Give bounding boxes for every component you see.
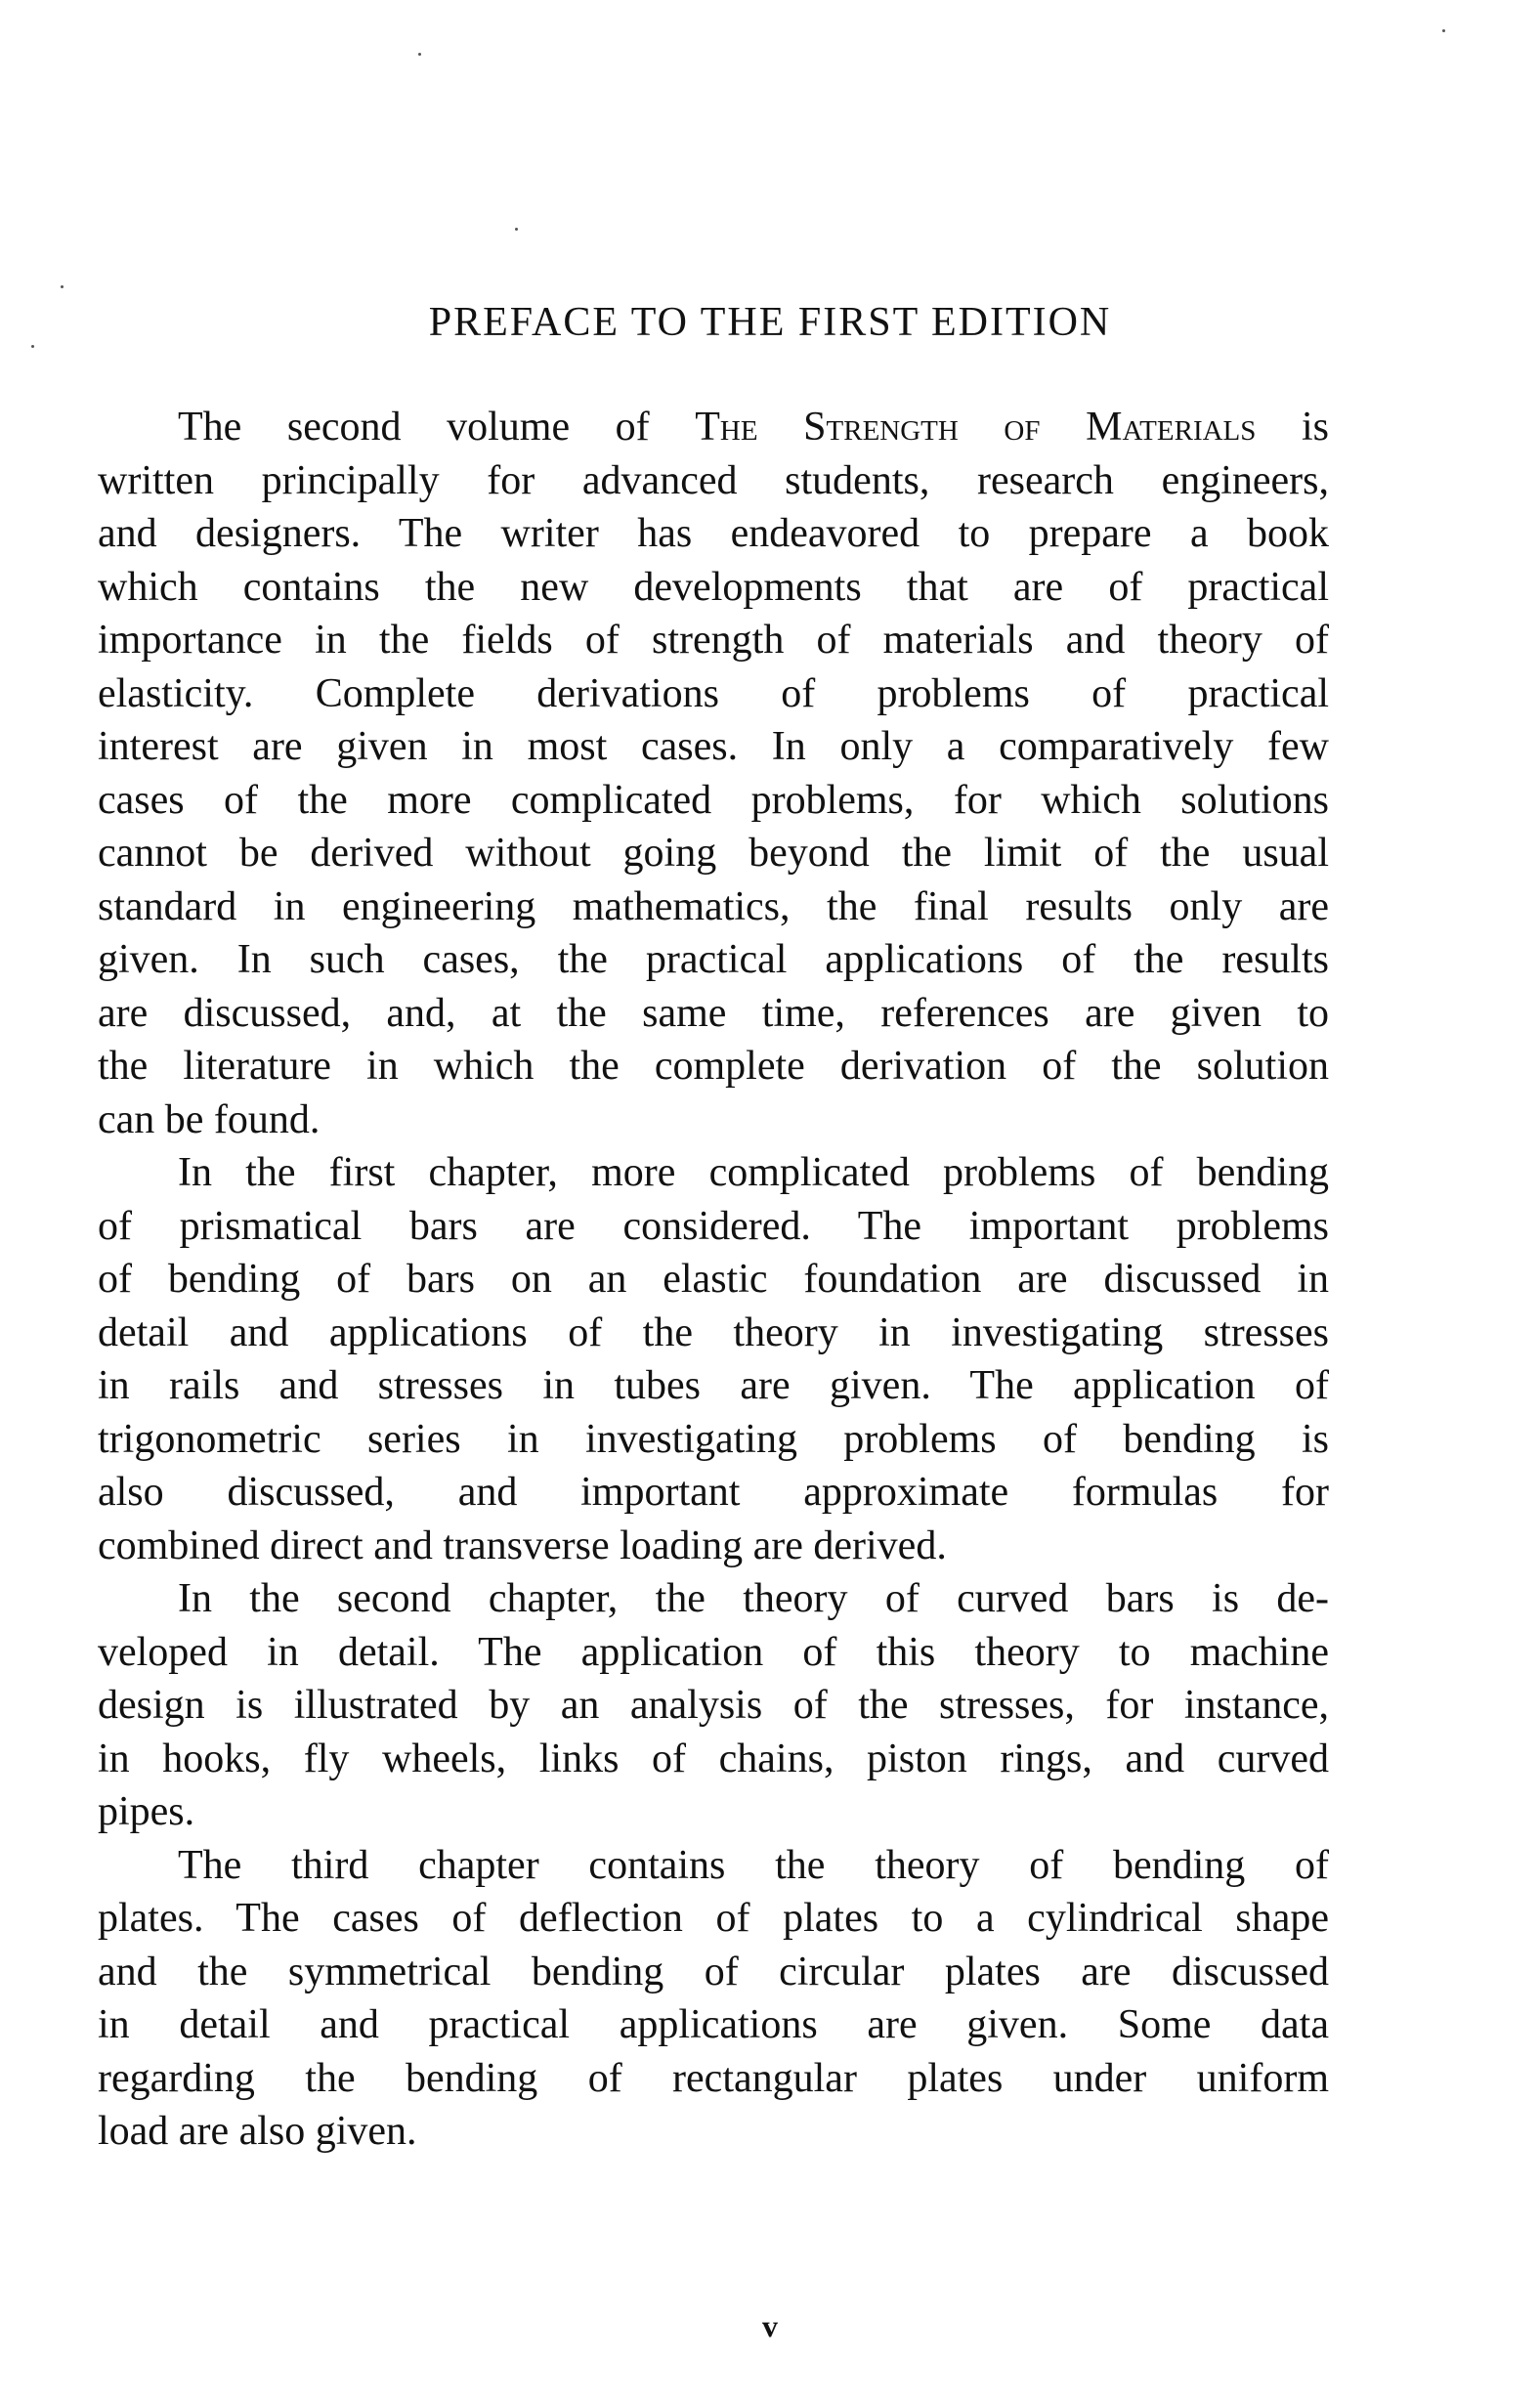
scan-speck xyxy=(1442,29,1445,32)
text-line: combined direct and transverse loading are derived. xyxy=(98,1522,947,1568)
paragraph-4 xyxy=(98,1839,1329,2159)
text-line: pipes. xyxy=(98,1789,195,1834)
preface-body xyxy=(98,401,1329,2159)
text-line: and designers. The writer has endeavored to prepare a book xyxy=(98,511,1329,556)
text-line: in rails and stresses in tubes are given. The application of xyxy=(98,1363,1329,1408)
preface-heading: PREFACE TO THE FIRST EDITION xyxy=(428,300,1112,345)
text-line: veloped in detail. The application of this theory to machine xyxy=(98,1629,1329,1675)
text-line: design is illustrated by an analysis of the stresses, for instance, xyxy=(98,1683,1329,1728)
text-line: can be found. xyxy=(98,1096,321,1142)
text-line: regarding the bending of rectangular plates under uniform xyxy=(98,2055,1329,2101)
text-line: and the symmetrical bending of circular plates are discussed xyxy=(98,1949,1329,1994)
text-line: of prismatical bars are considered. The important problems xyxy=(98,1203,1329,1249)
paragraph-2 xyxy=(98,1146,1329,1572)
text-line: written principally for advanced students, research engineers, xyxy=(98,457,1329,503)
text-line: are discussed, and, at the same time, references are given to xyxy=(98,990,1329,1036)
text-line: interest are given in most cases. In only a comparatively few xyxy=(98,724,1329,769)
text-line: The third chapter contains the theory of bending of xyxy=(178,1842,1329,1888)
paragraph-1 xyxy=(98,401,1329,1146)
text-line: in hooks, fly wheels, links of chains, piston rings, and curved xyxy=(98,1736,1329,1781)
book-title: The Strength of Materials xyxy=(695,405,1257,450)
text-line: standard in engineering mathematics, the final results only are xyxy=(98,883,1329,929)
text-line: plates. The cases of deflection of plates to a cylindrical shape xyxy=(98,1896,1329,1941)
text-line: which contains the new developments that are of practical xyxy=(98,564,1329,610)
paragraph-3 xyxy=(98,1572,1329,1839)
scan-speck xyxy=(418,53,421,56)
text-line-lead: The second volume of xyxy=(178,405,696,450)
text-line: in detail and practical applications are given. Some data xyxy=(98,2002,1329,2047)
text-line xyxy=(98,401,1329,454)
text-line: cases of the more complicated problems, for which solutions xyxy=(98,777,1329,823)
text-line: given. In such cases, the practical applications of the results xyxy=(98,937,1329,982)
text-line: importance in the fields of strength of materials and theory of xyxy=(98,618,1329,663)
text-line: cannot be derived without going beyond the limit of the usual xyxy=(98,831,1329,876)
text-line: trigonometric series in investigating problems of bending is xyxy=(98,1416,1329,1462)
scan-speck xyxy=(61,285,64,288)
text-line: In the second chapter, the theory of curved bars is de- xyxy=(178,1576,1329,1621)
text-line: the literature in which the complete derivation of the solution xyxy=(98,1044,1329,1089)
scan-speck xyxy=(515,228,518,231)
text-line: load are also given. xyxy=(98,2109,417,2154)
text-line: of bending of bars on an elastic foundation are discussed in xyxy=(98,1257,1329,1302)
text-line-tail: is xyxy=(1256,405,1329,450)
text-line: elasticity. Complete derivations of problems of practical xyxy=(98,670,1329,716)
page-number: v xyxy=(762,2308,778,2343)
text-line: In the first chapter, more complicated problems of bending xyxy=(178,1150,1329,1195)
text-line: detail and applications of the theory in investigating stresses xyxy=(98,1309,1329,1355)
text-line: also discussed, and important approximate formulas for xyxy=(98,1470,1329,1515)
